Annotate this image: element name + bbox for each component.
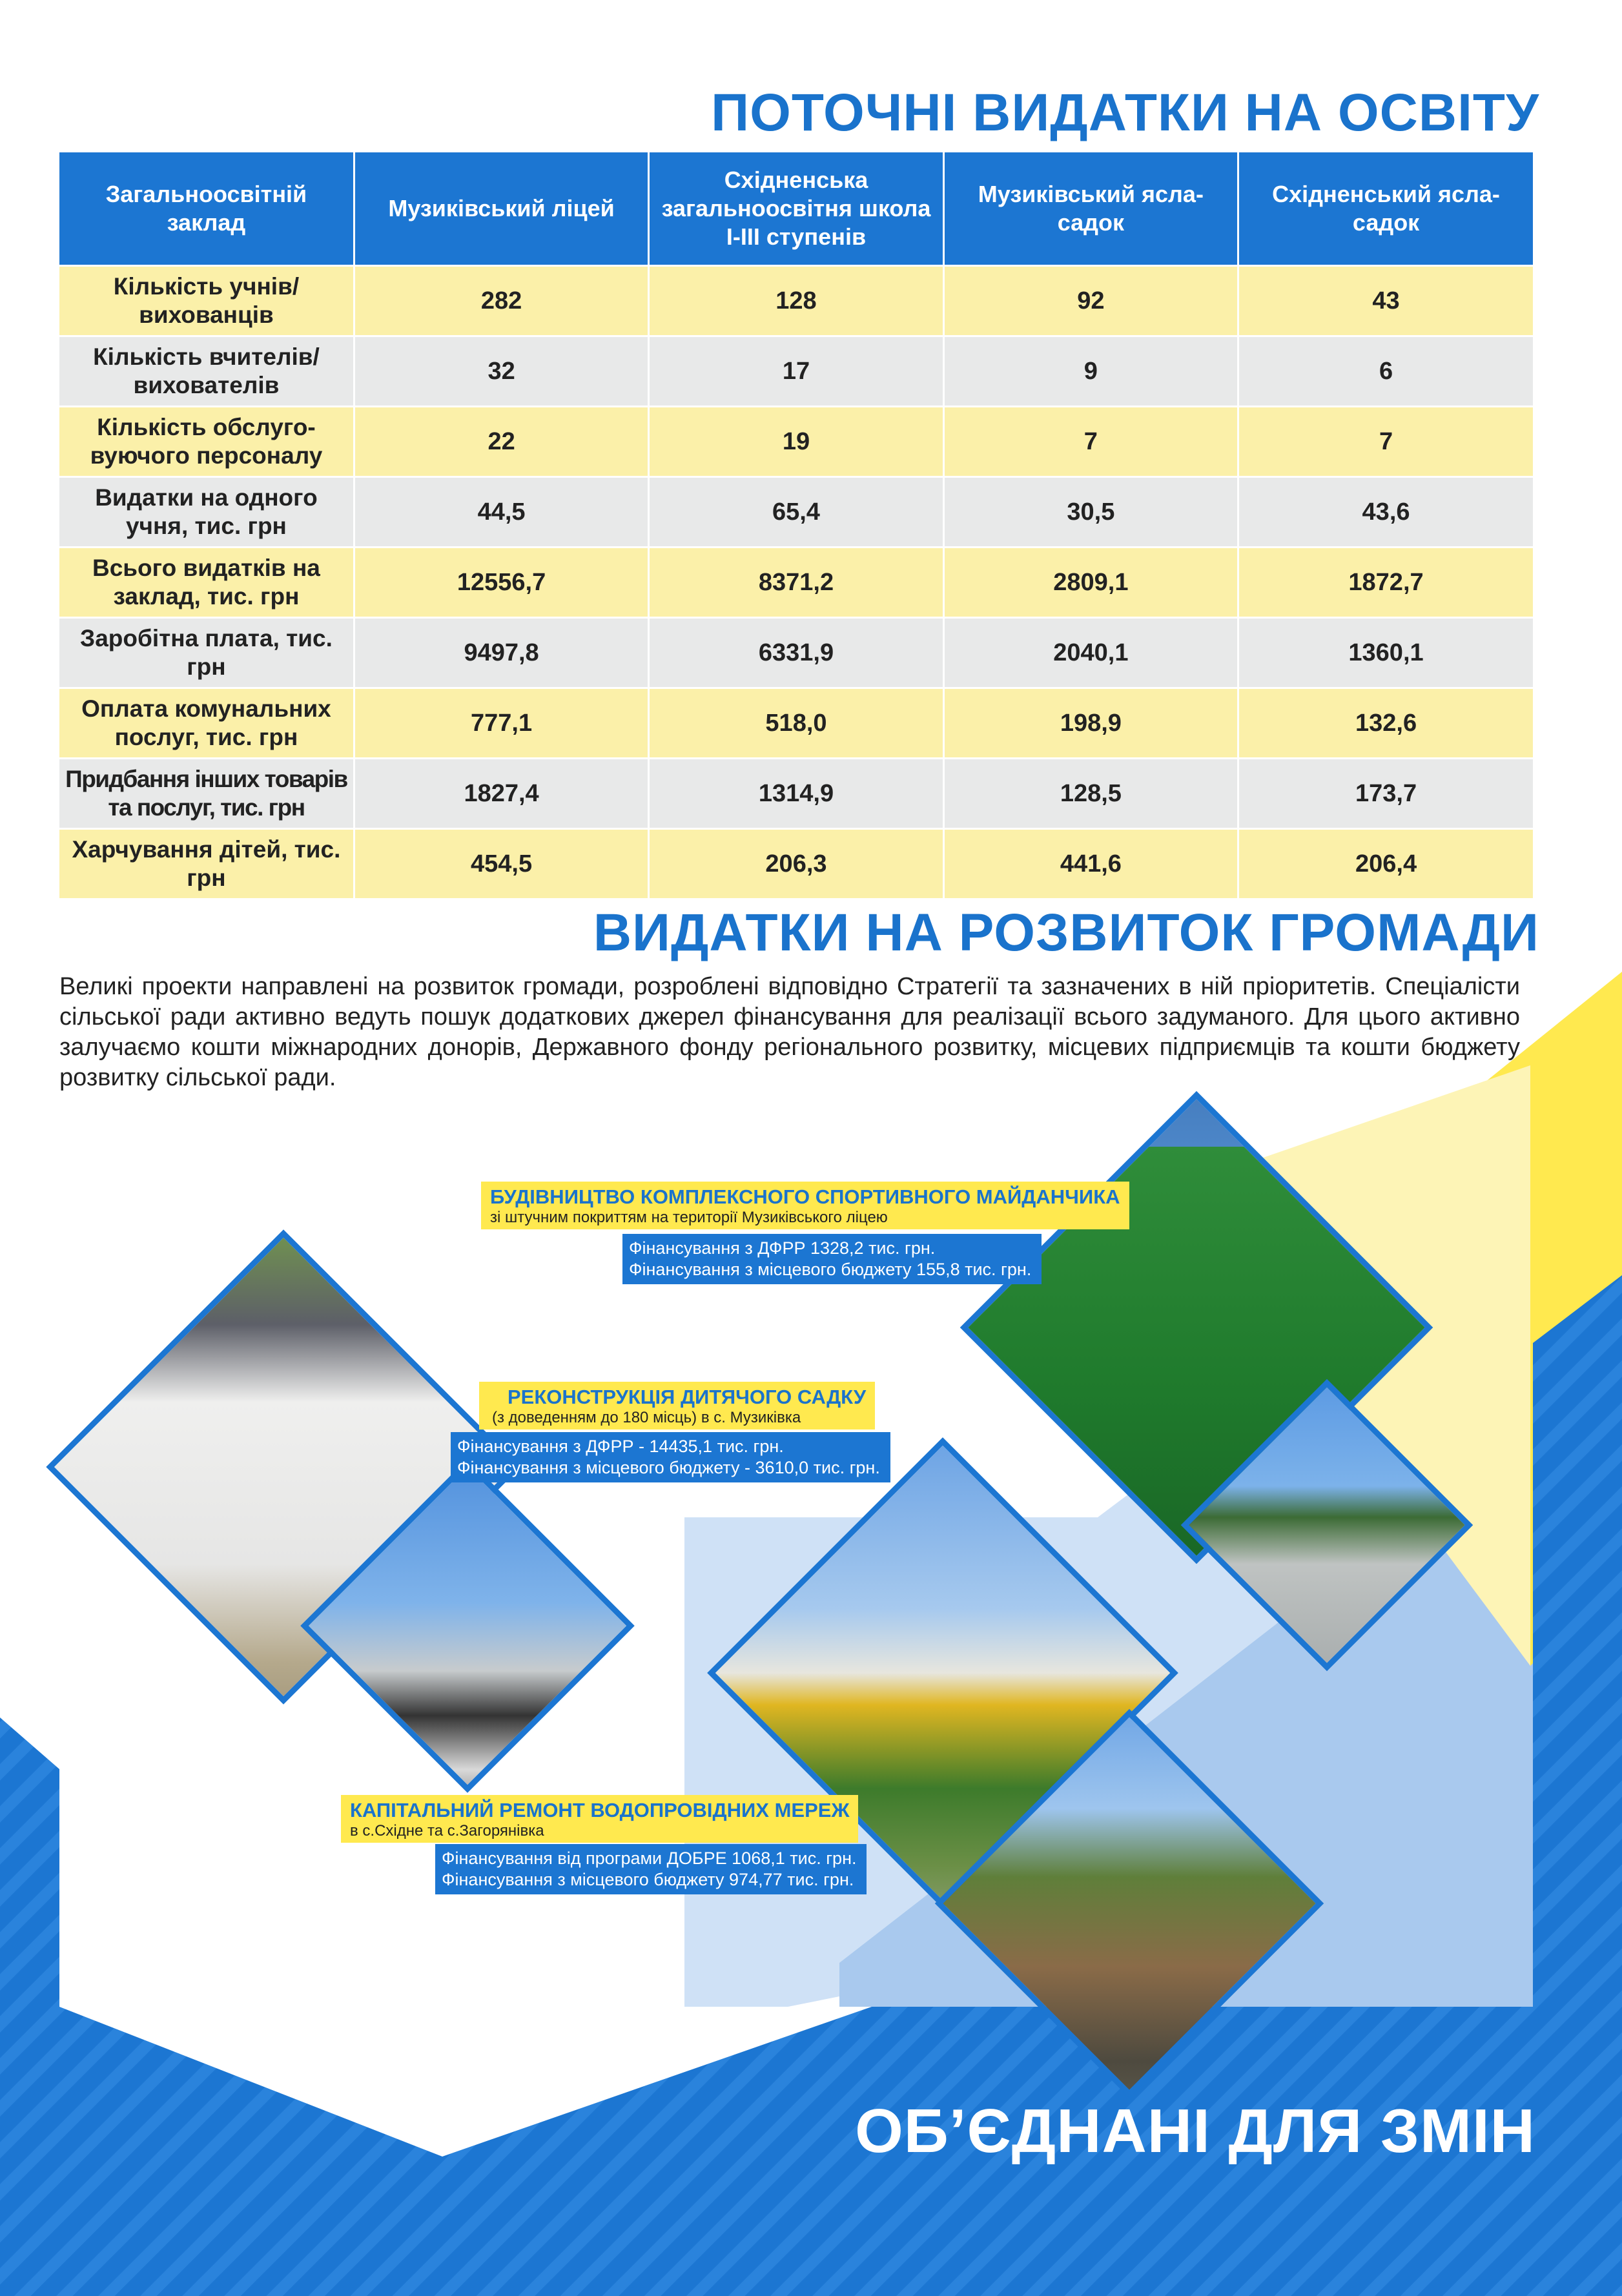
project-subtitle: в с.Східне та с.Загорянівка	[350, 1822, 544, 1840]
table-cell: 441,6	[943, 829, 1238, 899]
table-cell: 43	[1238, 266, 1533, 336]
table-row	[59, 618, 1533, 688]
development-title: ВИДАТКИ НА РОЗВИТОК ГРОМАДИ	[593, 903, 1539, 962]
table-cell: 1872,7	[1238, 548, 1533, 618]
row-label: Кількість обслуго-вуючого персоналу	[59, 407, 354, 477]
header-cell: Музиківський ясла-садок	[943, 152, 1238, 266]
table-cell: 1314,9	[649, 759, 943, 829]
development-intro-text: Великі проекти направлені на розвиток громади, розроблені відповідно Стратегії та зазначених в ній пріоритетів. Спеціалісти сільської ради активно ведуть пошук додаткових джерел фінансування для реалізації всього задуманого. Для цього активно залучаємо кошти міжнародних донорів, Державного фонду регіонального розвитку, місцевих підприємців та кошти бюджету розвитку сільської ради.	[59, 973, 1520, 1091]
table-cell: 206,4	[1238, 829, 1533, 899]
funding-line: Фінансування з місцевого бюджету 974,77 тис. грн.	[442, 1870, 854, 1889]
row-label: Придбання інших товарів та послуг, тис. грн	[59, 759, 354, 829]
table-cell: 43,6	[1238, 477, 1533, 548]
table-row	[59, 266, 1533, 336]
table-row	[59, 336, 1533, 407]
row-label: Заробітна плата, тис. грн	[59, 618, 354, 688]
project-title: РЕКОНСТРУКЦІЯ ДИТЯЧОГО САДКУ	[508, 1386, 867, 1408]
row-label: Кількість вчителів/ вихователів	[59, 336, 354, 407]
table-row	[59, 407, 1533, 477]
project-title: БУДІВНИЦТВО КОМПЛЕКСНОГО СПОРТИВНОГО МАЙДАНЧИКА	[490, 1185, 1120, 1208]
table-cell: 8371,2	[649, 548, 943, 618]
table-cell: 777,1	[354, 688, 648, 759]
table-cell: 128	[649, 266, 943, 336]
table-cell: 22	[354, 407, 648, 477]
table-cell: 19	[649, 407, 943, 477]
project-title: КАПІТАЛЬНИЙ РЕМОНТ ВОДОПРОВІДНИХ МЕРЕЖ	[350, 1799, 850, 1821]
table-cell: 6331,9	[649, 618, 943, 688]
project-kindergarten-label	[479, 1382, 875, 1430]
table-cell: 12556,7	[354, 548, 648, 618]
table-cell: 9	[943, 336, 1238, 407]
row-label: Всього видатків на заклад, тис. грн	[59, 548, 354, 618]
table-cell: 2809,1	[943, 548, 1238, 618]
project-water-pipes-funding	[435, 1844, 867, 1894]
table-cell: 128,5	[943, 759, 1238, 829]
project-subtitle: (з доведенням до 180 місць) в с. Музиківка	[492, 1409, 801, 1426]
education-table	[59, 152, 1533, 898]
table-cell: 454,5	[354, 829, 648, 899]
table-cell: 206,3	[649, 829, 943, 899]
table-cell: 32	[354, 336, 648, 407]
row-label: Кількість учнів/вихованців	[59, 266, 354, 336]
table-row	[59, 548, 1533, 618]
funding-line: Фінансування з ДФРР - 14435,1 тис. грн.	[457, 1437, 784, 1456]
table-cell: 132,6	[1238, 688, 1533, 759]
table-cell: 2040,1	[943, 618, 1238, 688]
project-subtitle: зі штучним покриттям на території Музиківського ліцею	[490, 1209, 888, 1226]
table-cell: 7	[943, 407, 1238, 477]
row-label: Оплата комунальних послуг, тис. грн	[59, 688, 354, 759]
table-cell: 9497,8	[354, 618, 648, 688]
table-cell: 1360,1	[1238, 618, 1533, 688]
funding-line: Фінансування з місцевого бюджету 155,8 тис. грн.	[629, 1260, 1032, 1279]
table-cell: 92	[943, 266, 1238, 336]
funding-line: Фінансування з ДФРР 1328,2 тис. грн.	[629, 1238, 936, 1258]
table-header-row	[59, 152, 1533, 266]
table-cell: 173,7	[1238, 759, 1533, 829]
education-title: ПОТОЧНІ ВИДАТКИ НА ОСВІТУ	[711, 83, 1539, 142]
table-row	[59, 688, 1533, 759]
funding-line: Фінансування від програми ДОБРЕ 1068,1 тис. грн.	[442, 1849, 857, 1868]
table-cell: 44,5	[354, 477, 648, 548]
table-cell: 7	[1238, 407, 1533, 477]
table-row	[59, 759, 1533, 829]
table-cell: 30,5	[943, 477, 1238, 548]
table-cell: 282	[354, 266, 648, 336]
row-label: Харчування дітей, тис. грн	[59, 829, 354, 899]
header-cell: Музиківський ліцей	[354, 152, 648, 266]
table-cell: 198,9	[943, 688, 1238, 759]
header-cell: Загальноосвітній заклад	[59, 152, 354, 266]
project-water-pipes-label	[341, 1795, 858, 1843]
table-cell: 17	[649, 336, 943, 407]
row-label: Видатки на одного учня, тис. грн	[59, 477, 354, 548]
footer-slogan: ОБ’ЄДНАНІ ДЛЯ ЗМІН	[855, 2096, 1535, 2166]
project-sports-field-label	[481, 1182, 1129, 1229]
header-cell: Східненський ясла-садок	[1238, 152, 1533, 266]
table-cell: 6	[1238, 336, 1533, 407]
table-cell: 1827,4	[354, 759, 648, 829]
funding-line: Фінансування з місцевого бюджету - 3610,0 тис. грн.	[457, 1458, 880, 1477]
table-row	[59, 477, 1533, 548]
table-cell: 518,0	[649, 688, 943, 759]
table-row	[59, 829, 1533, 899]
header-cell: Східненська загальноосвітня школа І-ІІІ ступенів	[649, 152, 943, 266]
table-cell: 65,4	[649, 477, 943, 548]
project-sports-field-funding	[622, 1234, 1042, 1284]
project-kindergarten-funding	[451, 1432, 890, 1482]
